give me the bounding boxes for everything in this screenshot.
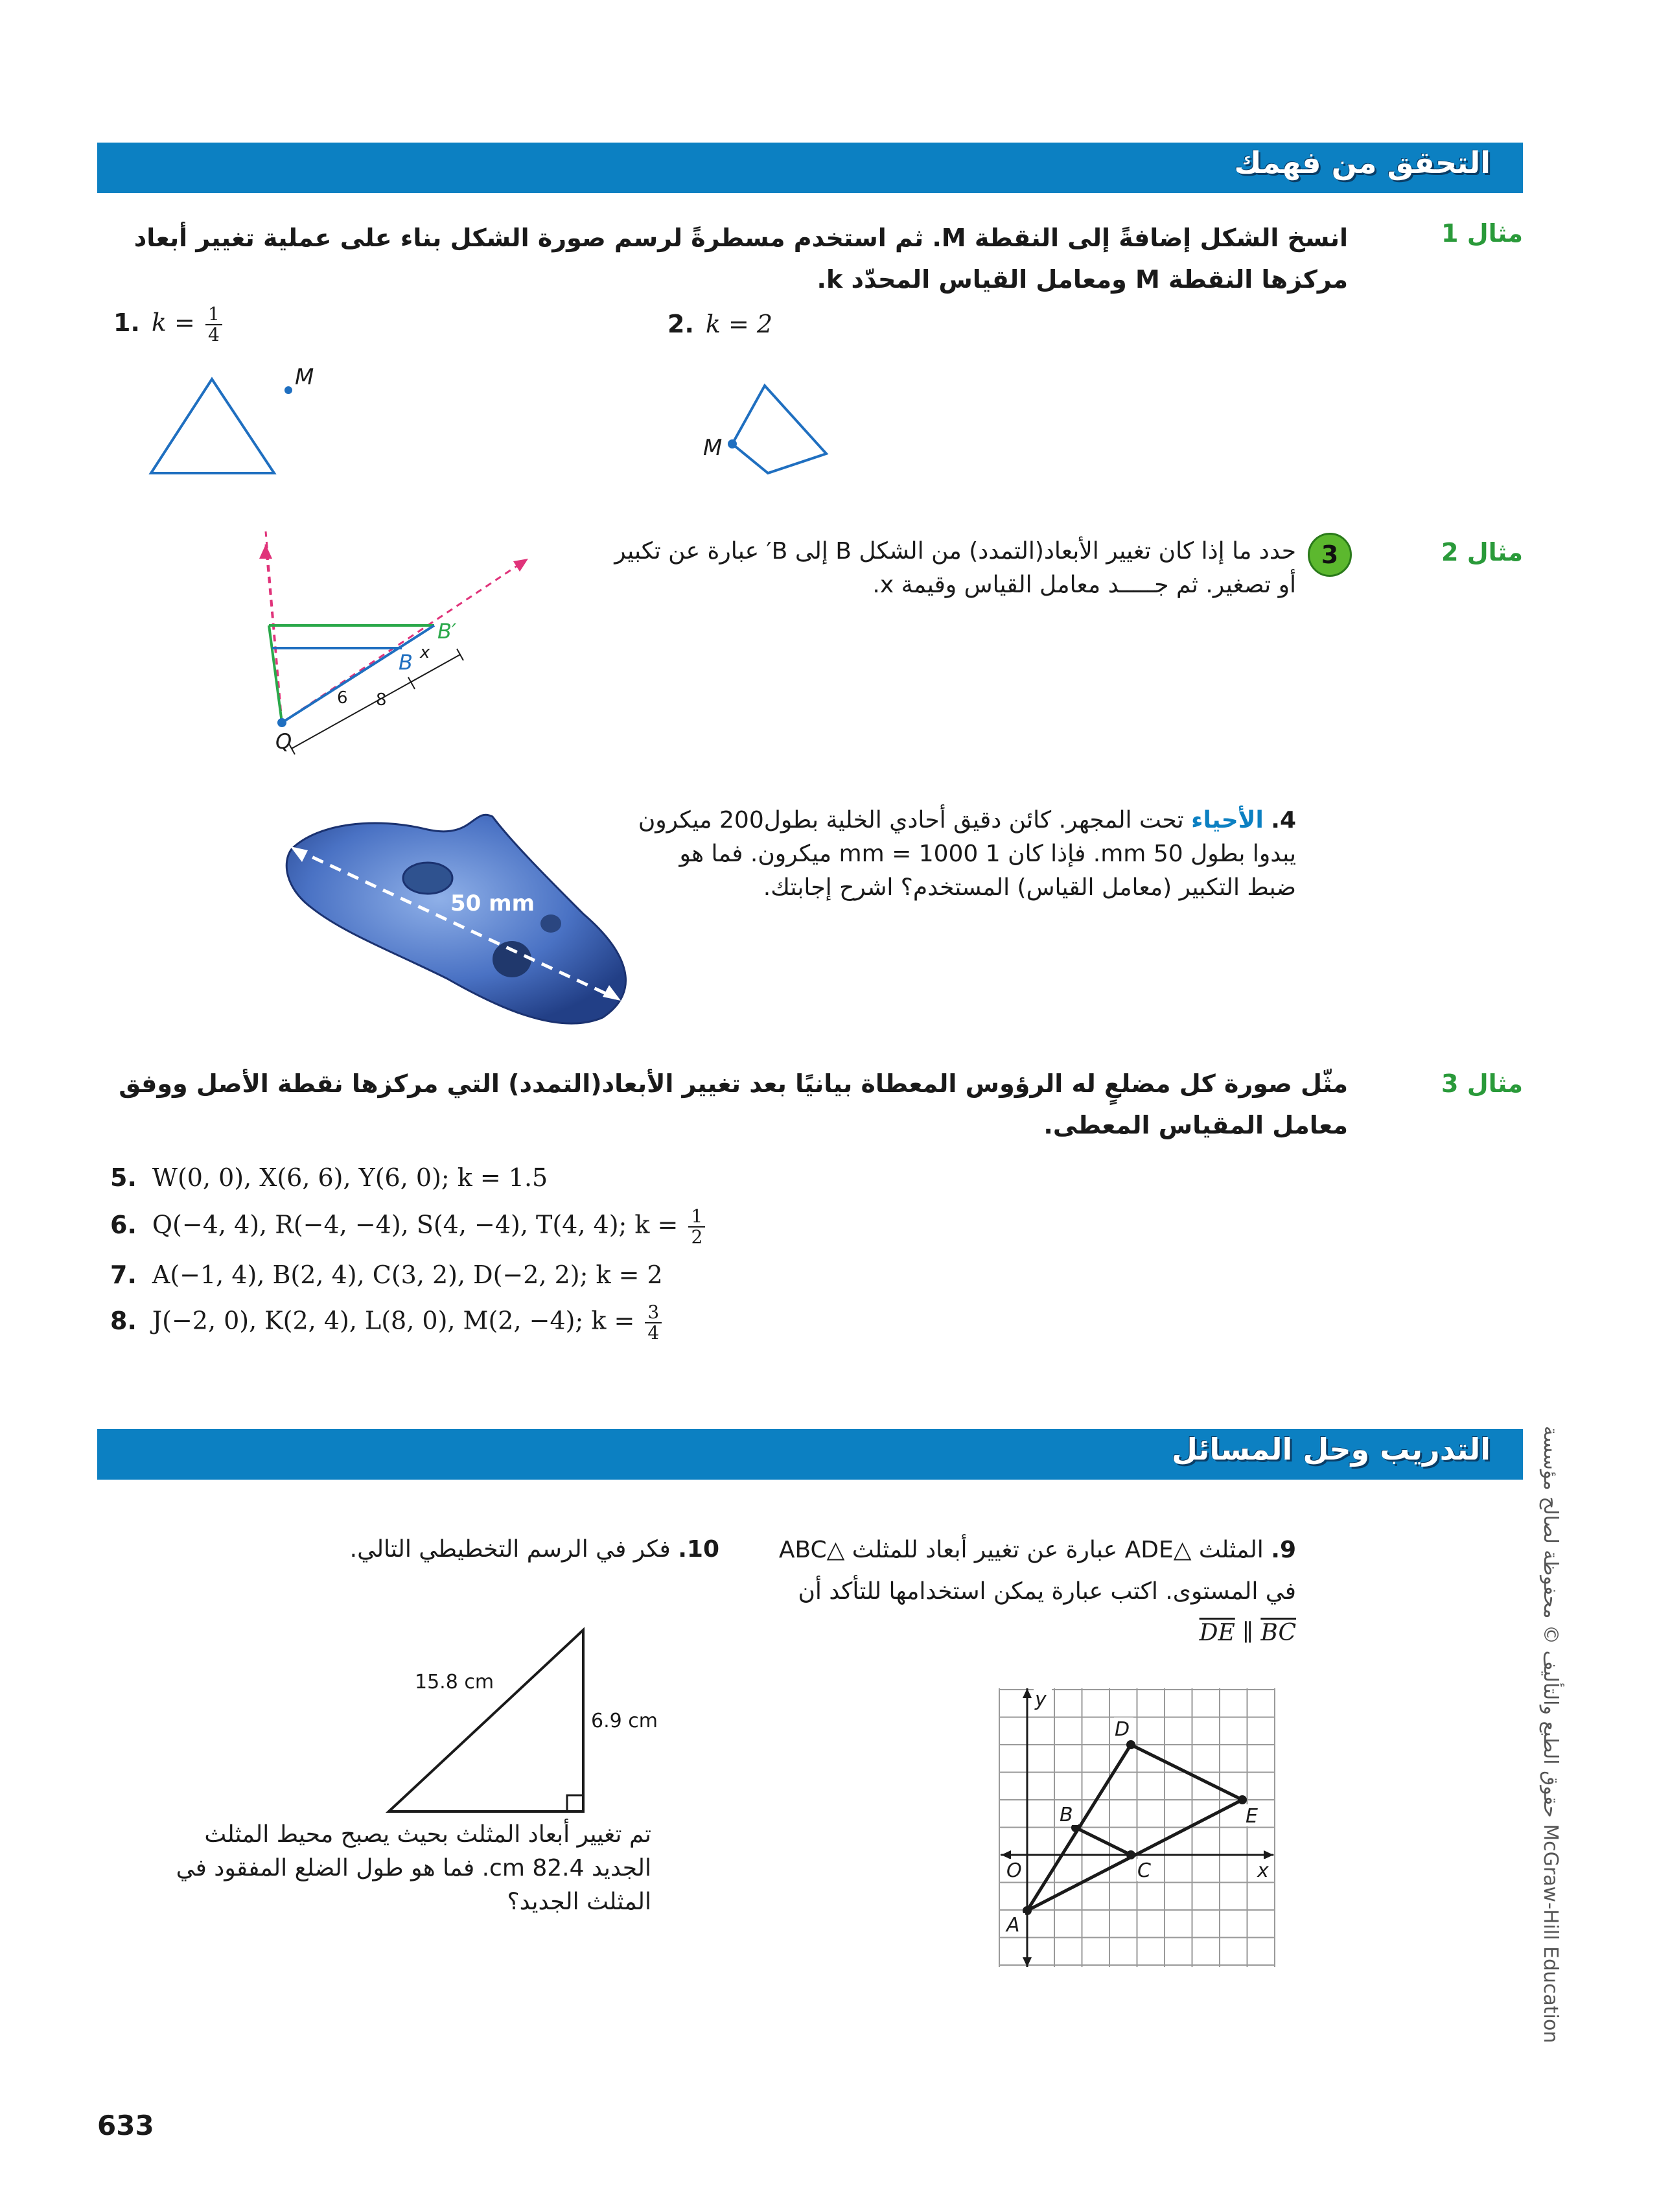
question-4-line-2: يبدوا بطول 50 mm. فإذا كان 1 mm = 1000 ميكرون. فما هو: [679, 841, 1296, 867]
question-9-text: [765, 1530, 1296, 1654]
segment-de: $\overline{DE}$: [1199, 1620, 1235, 1646]
cell-body: [286, 815, 625, 1023]
question-9-line-1: المثلث △ADE عبارة عن تغيير أبعاد للمثلث △ABC: [778, 1537, 1264, 1563]
instruction-line-2: معامل المقياس المعطى.: [1043, 1111, 1348, 1139]
point-d: [1126, 1740, 1135, 1749]
question-3-line-1: حدد ما إذا كان تغيير الأبعاد(التمدد) من الشكل B إلى B′ عبارة عن تكبير: [614, 538, 1296, 565]
label-six: 6: [337, 688, 348, 708]
question-2-figure: [697, 369, 839, 486]
x-axis-arrow: [1264, 1850, 1273, 1859]
label-b: B: [399, 650, 413, 675]
right-triangle: [389, 1630, 583, 1811]
fraction-numerator: 3: [645, 1303, 662, 1323]
point-label-m: M: [295, 364, 314, 390]
segment-bc-line: [1076, 1828, 1131, 1855]
question-number: 7.: [110, 1261, 137, 1289]
question-number: 10.: [678, 1536, 719, 1563]
question-9-graph: [998, 1685, 1277, 1970]
point-label-a: A: [1006, 1914, 1020, 1937]
x-axis-arrow-left: [1001, 1850, 1011, 1859]
question-10-triangle: [382, 1614, 674, 1828]
segment-bc: $\overline{BC}$: [1260, 1620, 1296, 1646]
fraction: [645, 1303, 662, 1343]
question-10-line-3: المثلث الجديد؟: [507, 1889, 651, 1915]
question-8: [110, 1303, 662, 1343]
point-label-c: C: [1137, 1859, 1151, 1882]
arrow-head-up: [259, 544, 272, 559]
fraction-numerator: 1: [205, 305, 222, 325]
question-6: [110, 1207, 705, 1247]
label-q: Q: [275, 729, 292, 754]
question-10-text: [133, 1818, 651, 1919]
page-number: 633: [97, 2110, 154, 2141]
question-10-line-1: تم تغيير أبعاد المثلث بحيث يصبح محيط المثلث: [204, 1821, 651, 1848]
instruction-line-2: مركزها النقطة M ومعامل القياس المحدّد k.: [817, 265, 1348, 294]
instruction-line-1: انسخ الشكل إضافةً إلى النقطة M. ثم استخدم مسطرةً لرسم صورة الشكل بناء على عملية تغيير أبعاد: [133, 224, 1348, 252]
question-5: [110, 1163, 548, 1192]
fraction: [205, 305, 222, 345]
label-b-prime: B′: [437, 619, 457, 644]
question-text: W(0, 0), X(6, 6), Y(6, 0); k = 1.5: [152, 1163, 548, 1192]
cell-vacuole: [493, 941, 531, 977]
question-4-line-1: تحت المجهر. كائن دقيق أحادي الخلية بطول200 ميكرون: [638, 807, 1184, 833]
question-number: 6.: [110, 1210, 137, 1239]
measure-tick: [457, 649, 463, 660]
section-title: التحقق من فهمك: [1234, 145, 1491, 180]
section-banner-check-understanding: [97, 143, 1523, 193]
grid-lines: [999, 1688, 1275, 1967]
example3-instruction: [117, 1063, 1348, 1146]
cell-nucleus: [403, 863, 452, 894]
triangle-shape: [151, 379, 274, 473]
parallel-symbol: ∥: [1242, 1620, 1253, 1646]
scale-label: 50 mm: [450, 891, 535, 916]
right-angle-marker: [567, 1795, 583, 1811]
question-text: A(−1, 4), B(2, 4), C(3, 2), D(−2, 2); k = 2: [152, 1261, 663, 1289]
leg-label: 6.9 cm: [591, 1710, 658, 1732]
point-e: [1238, 1795, 1247, 1804]
section-title: التدريب وحل المسائل: [1172, 1432, 1491, 1467]
question-number: 9.: [1271, 1537, 1296, 1563]
label-eight: 8: [376, 690, 387, 710]
question-9-line-2: في المستوى. اكتب عبارة يمكن استخدامها للتأكد أن: [798, 1578, 1296, 1605]
copyright-notice: حقوق الطبع والتأليف © محفوظة لصالح مؤسسة McGraw-Hill Education: [1539, 1426, 1562, 2043]
axis-label-y: y: [1035, 1688, 1047, 1711]
fraction-denominator: 4: [207, 324, 220, 345]
question-3-line-2: أو تصغير. ثم جـــــد معامل القياس وقيمة x.: [872, 572, 1296, 598]
k-expression: k =: [151, 308, 195, 337]
subject-label: الأحياء: [1191, 807, 1264, 833]
parallel-statement: [765, 1612, 1296, 1654]
center-point-q: [277, 718, 286, 727]
question-2-label: [667, 310, 772, 338]
fraction-denominator: 2: [691, 1226, 703, 1248]
point-c: [1126, 1850, 1135, 1859]
question-number: 4.: [1271, 807, 1296, 833]
question-7: [110, 1261, 663, 1289]
cell-vacuole: [540, 914, 561, 933]
question-number: 2.: [667, 310, 694, 338]
question-number: 1.: [113, 308, 140, 337]
example-label-1: مثال 1: [1441, 219, 1523, 248]
question-3-number-badge: 3: [1308, 533, 1352, 577]
question-text: Q(−4, 4), R(−4, −4), S(4, −4), T(4, 4); k =: [152, 1210, 679, 1239]
question-number: 8.: [110, 1306, 137, 1335]
point-label-d: D: [1115, 1718, 1130, 1741]
question-3-figure: [240, 531, 551, 765]
question-10-intro-text: فكر في الرسم التخطيطي التالي.: [349, 1536, 671, 1563]
question-10-line-2: الجديد 82.4 cm. فما هو طول الضلع المفقود في: [176, 1855, 651, 1881]
k-expression: k = 2: [705, 310, 773, 338]
hypotenuse-label: 15.8 cm: [415, 1671, 494, 1694]
point-label-e: E: [1246, 1805, 1258, 1828]
center-point-m: [728, 439, 737, 448]
origin-label: O: [1006, 1859, 1022, 1882]
label-x: x: [420, 643, 430, 662]
fraction: [688, 1207, 705, 1247]
question-10-intro: [266, 1533, 719, 1566]
example-label-3: مثال 3: [1441, 1069, 1523, 1098]
question-4-line-3: ضبط التكبير (معامل القياس) المستخدم؟ اشرح إجابتك.: [763, 874, 1296, 901]
question-3-text: [454, 535, 1296, 602]
question-text: J(−2, 0), K(2, 4), L(8, 0), M(2, −4); k =: [152, 1306, 635, 1335]
fraction-numerator: 1: [688, 1207, 705, 1228]
point-label-b: B: [1060, 1804, 1073, 1826]
example1-instruction: [117, 217, 1348, 300]
question-1-label: [113, 305, 222, 345]
axis-label-x: x: [1257, 1859, 1269, 1882]
question-number: 5.: [110, 1163, 137, 1192]
center-point-m: [284, 386, 292, 394]
quadrilateral-shape: [732, 386, 826, 473]
section-banner-practice: [97, 1429, 1523, 1480]
fraction-denominator: 4: [647, 1322, 660, 1344]
point-label-m: M: [703, 435, 723, 461]
microorganism-image: [279, 804, 642, 1037]
example-label-2: مثال 2: [1441, 538, 1523, 566]
arrow-head-diagonal: [513, 559, 528, 572]
instruction-line-1: مثّل صورة كل مضلعٍ له الرؤوس المعطاة بيانيًا بعد تغيير الأبعاد(التمدد) التي مركزها نقطة الأصل ووفق: [119, 1069, 1348, 1098]
question-1-figure: [143, 356, 314, 486]
